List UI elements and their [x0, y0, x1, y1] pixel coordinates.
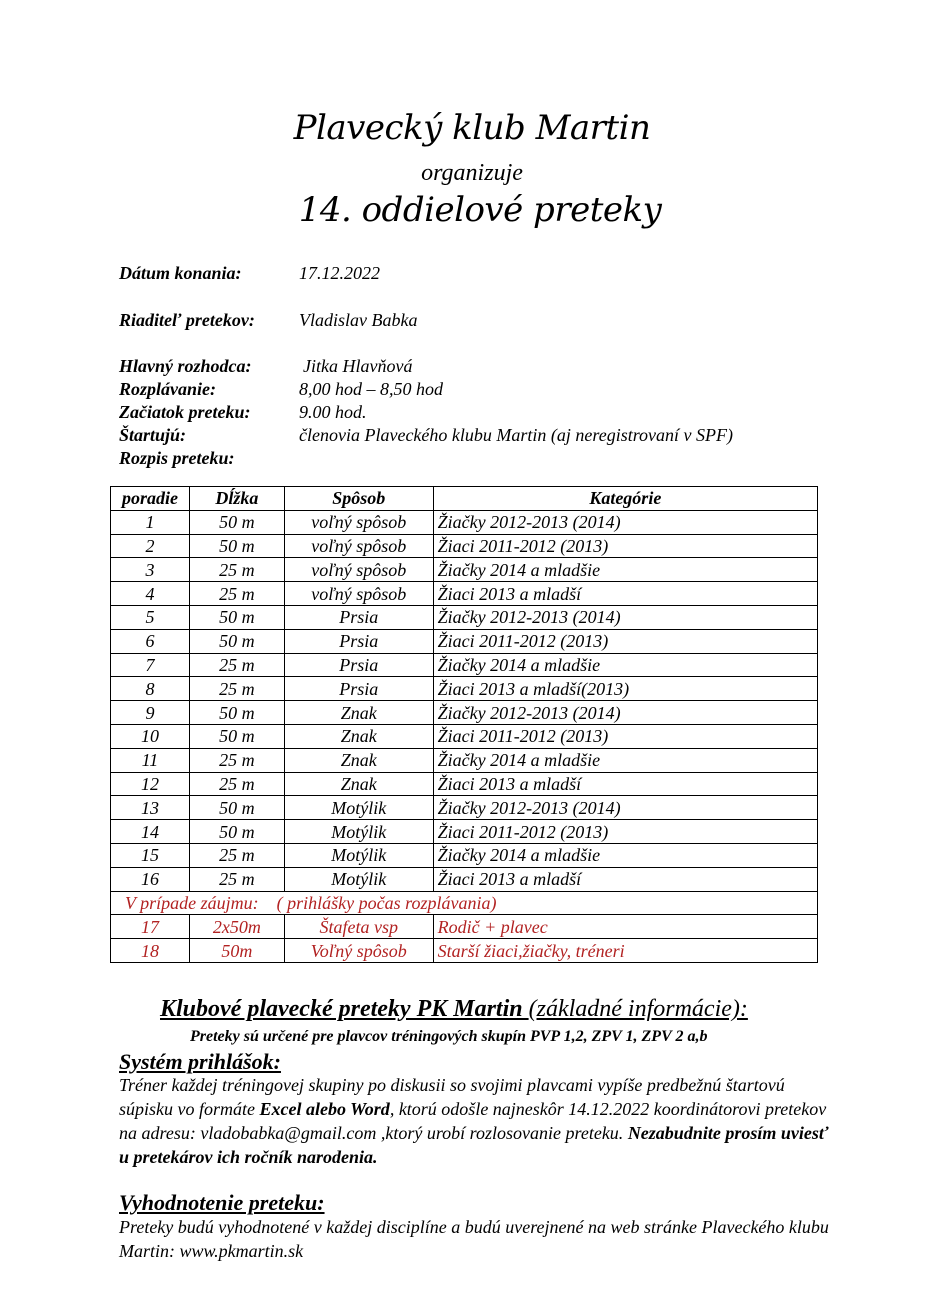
- cell-length: 50 m: [189, 534, 284, 558]
- cell-style: Znak: [284, 748, 433, 772]
- event-title: 14. oddielové preteky: [298, 190, 662, 230]
- table-row: [111, 701, 818, 725]
- cell-order: 3: [111, 558, 190, 582]
- start-label: Začiatok preteku:: [119, 402, 251, 422]
- cell-style: Prsia: [284, 677, 433, 701]
- cell-order: 14: [111, 820, 190, 844]
- header-order: poradie: [111, 487, 190, 511]
- table-row: [111, 605, 818, 629]
- table-row: [111, 582, 818, 606]
- klub-title-main: Klubové plavecké preteky PK Martin: [160, 996, 529, 1022]
- date-label: Dátum konania:: [119, 263, 242, 283]
- cell-length: 25 m: [189, 772, 284, 796]
- cell-length: 25 m: [189, 867, 284, 891]
- cell-category: Žiaci 2011-2012 (2013): [433, 534, 817, 558]
- system-text: [119, 1073, 839, 1169]
- klub-title: [160, 996, 748, 1023]
- klub-title-suffix: (základné informácie):: [528, 996, 748, 1022]
- cell-order: 5: [111, 605, 190, 629]
- cell-order: 1: [111, 510, 190, 534]
- system-text-2: , ktorú odošle najneskôr 14.12.2022 koordinátorovi pretekov na adresu: vladobabka@gmail.com ,ktorý urobí rozlosovanie preteku.: [119, 1099, 827, 1143]
- cell-order: 12: [111, 772, 190, 796]
- table-note-row: [111, 891, 818, 915]
- table-row: [111, 510, 818, 534]
- cell-style: Motýlik: [284, 867, 433, 891]
- cell-order: 13: [111, 796, 190, 820]
- schedule-table: [110, 486, 818, 963]
- start-value: 9.00 hod.: [299, 402, 367, 422]
- cell-length: 50 m: [189, 605, 284, 629]
- cell-length: 25 m: [189, 748, 284, 772]
- cell-category: Žiaci 2013 a mladší: [433, 582, 817, 606]
- cell-category: Žiaci 2013 a mladší(2013): [433, 677, 817, 701]
- cell-category: Žiačky 2012-2013 (2014): [433, 796, 817, 820]
- table-note: V prípade záujmu: ( prihlášky počas rozplávania): [111, 891, 818, 915]
- club-title: Plavecký klub Martin: [293, 108, 651, 148]
- cell-order: 10: [111, 724, 190, 748]
- cell-category: Žiačky 2014 a mladšie: [433, 653, 817, 677]
- cell-style: Prsia: [284, 629, 433, 653]
- cell-style: Motýlik: [284, 843, 433, 867]
- cell-length: 25 m: [189, 843, 284, 867]
- klub-subline: Preteky sú určené pre plavcov tréningových skupín PVP 1,2, ZPV 1, ZPV 2 a,b: [190, 1028, 708, 1045]
- cell-length: 2x50m: [189, 915, 284, 939]
- table-row: [111, 843, 818, 867]
- cell-length: 50 m: [189, 701, 284, 725]
- table-row: [111, 534, 818, 558]
- starters-label: Štartujú:: [119, 425, 187, 445]
- cell-style: Znak: [284, 772, 433, 796]
- cell-style: voľný spôsob: [284, 582, 433, 606]
- warmup-value: 8,00 hod – 8,50 hod: [299, 379, 443, 399]
- cell-category: Žiačky 2012-2013 (2014): [433, 605, 817, 629]
- cell-length: 25 m: [189, 677, 284, 701]
- cell-order: 8: [111, 677, 190, 701]
- cell-order: 2: [111, 534, 190, 558]
- system-text-bold-2: Nezabudnite prosím uviesť u pretekárov ich ročník narodenia.: [119, 1123, 829, 1167]
- table-row: [111, 724, 818, 748]
- cell-category: Žiačky 2014 a mladšie: [433, 748, 817, 772]
- cell-order: 7: [111, 653, 190, 677]
- table-row: [111, 629, 818, 653]
- cell-order: 9: [111, 701, 190, 725]
- cell-length: 25 m: [189, 582, 284, 606]
- referee-value: Jitka Hlavňová: [303, 356, 413, 376]
- table-row: [111, 677, 818, 701]
- referee-label: Hlavný rozhodca:: [119, 356, 252, 376]
- cell-category: Starší žiaci,žiačky, tréneri: [433, 939, 817, 963]
- director-label: Riaditeľ pretekov:: [119, 310, 255, 330]
- director-value: Vladislav Babka: [299, 310, 418, 330]
- starters-value: členovia Plaveckého klubu Martin (aj neregistrovaní v SPF): [299, 425, 734, 445]
- cell-category: Žiačky 2012-2013 (2014): [433, 510, 817, 534]
- header-length: Dĺžka: [189, 487, 284, 511]
- cell-category: Žiačky 2012-2013 (2014): [433, 701, 817, 725]
- warmup-label: Rozplávanie:: [119, 379, 216, 399]
- cell-style: Znak: [284, 724, 433, 748]
- cell-style: Znak: [284, 701, 433, 725]
- system-text-1: Tréner každej tréningovej skupiny po diskusii so svojimi plavcami vypíše predbežnú štartovú súpisku vo formáte: [119, 1075, 785, 1119]
- cell-order: 15: [111, 843, 190, 867]
- cell-style: Prsia: [284, 653, 433, 677]
- cell-length: 25 m: [189, 653, 284, 677]
- cell-category: Žiaci 2011-2012 (2013): [433, 820, 817, 844]
- table-row: [111, 796, 818, 820]
- cell-length: 50 m: [189, 820, 284, 844]
- cell-category: Žiaci 2013 a mladší: [433, 867, 817, 891]
- cell-length: 50 m: [189, 629, 284, 653]
- organizes-text: organizuje: [421, 160, 523, 186]
- table-row: [111, 939, 818, 963]
- date-value: 17.12.2022: [299, 263, 380, 283]
- cell-length: 50 m: [189, 724, 284, 748]
- cell-style: Voľný spôsob: [284, 939, 433, 963]
- header-category: Kategórie: [433, 487, 817, 511]
- cell-category: Žiaci 2011-2012 (2013): [433, 629, 817, 653]
- system-text-bold-1: Excel alebo Word: [259, 1099, 390, 1119]
- cell-order: 6: [111, 629, 190, 653]
- schedule-label: Rozpis preteku:: [119, 448, 235, 468]
- cell-length: 50 m: [189, 796, 284, 820]
- cell-order: 11: [111, 748, 190, 772]
- cell-order: 18: [111, 939, 190, 963]
- cell-order: 4: [111, 582, 190, 606]
- cell-length: 25 m: [189, 558, 284, 582]
- cell-style: voľný spôsob: [284, 510, 433, 534]
- cell-style: Motýlik: [284, 820, 433, 844]
- table-row: [111, 653, 818, 677]
- cell-style: voľný spôsob: [284, 534, 433, 558]
- cell-category: Žiačky 2014 a mladšie: [433, 558, 817, 582]
- table-row: [111, 915, 818, 939]
- cell-order: 17: [111, 915, 190, 939]
- cell-order: 16: [111, 867, 190, 891]
- cell-length: 50 m: [189, 510, 284, 534]
- cell-category: Rodič + plavec: [433, 915, 817, 939]
- system-title: Systém prihlášok:: [119, 1049, 281, 1074]
- header-style: Spôsob: [284, 487, 433, 511]
- table-row: [111, 820, 818, 844]
- table-row: [111, 867, 818, 891]
- evaluation-title: Vyhodnotenie preteku:: [119, 1190, 325, 1215]
- cell-style: Prsia: [284, 605, 433, 629]
- cell-category: Žiaci 2013 a mladší: [433, 772, 817, 796]
- cell-category: Žiaci 2011-2012 (2013): [433, 724, 817, 748]
- table-header-row: [111, 487, 818, 511]
- table-row: [111, 772, 818, 796]
- cell-style: Motýlik: [284, 796, 433, 820]
- cell-length: 50m: [189, 939, 284, 963]
- table-row: [111, 748, 818, 772]
- cell-category: Žiačky 2014 a mladšie: [433, 843, 817, 867]
- cell-style: Štafeta vsp: [284, 915, 433, 939]
- evaluation-text: Preteky budú vyhodnotené v každej disciplíne a budú uverejnené na web stránke Plaveckého klubu Martin: www.pkmartin.sk: [119, 1217, 829, 1261]
- cell-style: voľný spôsob: [284, 558, 433, 582]
- table-row: [111, 558, 818, 582]
